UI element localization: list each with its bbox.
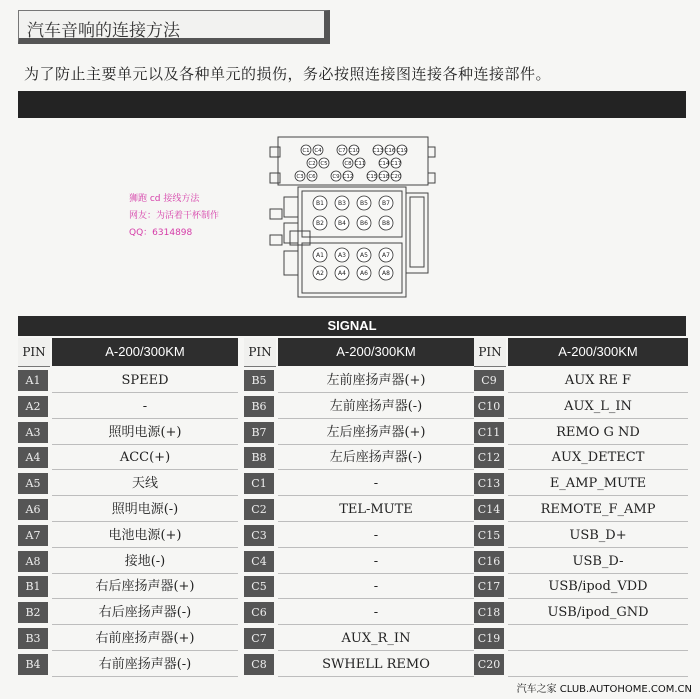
- connector-pin-label: C10: [348, 148, 360, 154]
- connector-pin-label: A4: [338, 270, 346, 277]
- pin-id-cell: B8: [244, 447, 274, 468]
- pin-column-header: PIN: [18, 338, 50, 367]
- pin-function-cell: -: [278, 523, 474, 548]
- watermark-line-3: QQ：6314898: [129, 228, 193, 238]
- model-column-header: A-200/300KM: [508, 338, 688, 366]
- pin-id-cell: C11: [474, 422, 504, 443]
- connector-pin-label: C5: [320, 161, 328, 167]
- pin-id-cell: C3: [244, 525, 274, 546]
- pin-function-cell: 右后座扬声器(+): [52, 574, 238, 599]
- pin-id-cell: C4: [244, 551, 274, 572]
- connector-pin-label: C13: [372, 148, 384, 154]
- b-pin-group: [313, 196, 393, 230]
- connector-pin-label: B1: [316, 200, 324, 207]
- pin-function-cell: 左前座扬声器(+): [278, 368, 474, 393]
- pin-function-cell: 照明电源(-): [52, 497, 238, 522]
- pin-id-cell: C13: [474, 473, 504, 494]
- connector-pin-label: C2: [308, 161, 316, 167]
- pin-column-header: PIN: [244, 338, 276, 367]
- pin-function-cell: 右前座扬声器(+): [52, 626, 238, 651]
- pin-function-cell: SWHELL REMO: [278, 652, 474, 677]
- pin-function-cell: 接地(-): [52, 549, 238, 574]
- pin-function-cell: USB_D+: [508, 523, 688, 548]
- pin-id-cell: C18: [474, 602, 504, 623]
- pin-id-cell: A8: [18, 551, 48, 572]
- pin-id-cell: A4: [18, 447, 48, 468]
- connector-pin-label: C19: [396, 148, 408, 154]
- pin-function-cell: 左前座扬声器(-): [278, 394, 474, 419]
- pin-function-cell: 左后座扬声器(+): [278, 420, 474, 445]
- pin-id-cell: A7: [18, 525, 48, 546]
- connector-pin-label: B8: [382, 220, 390, 227]
- pin-id-cell: A1: [18, 370, 48, 391]
- pin-id-cell: A3: [18, 422, 48, 443]
- pin-function-cell: TEL-MUTE: [278, 497, 474, 522]
- connector-pin-label: A2: [316, 270, 324, 277]
- pin-id-cell: B1: [18, 576, 48, 597]
- pin-function-cell: -: [278, 549, 474, 574]
- pin-column-header: PIN: [474, 338, 506, 367]
- pin-id-cell: C12: [474, 447, 504, 468]
- connector-pin-label: C1: [302, 148, 310, 154]
- footer-watermark: 汽车之家 CLUB.AUTOHOME.COM.CN: [516, 684, 692, 695]
- pin-id-cell: C20: [474, 654, 504, 675]
- pin-function-cell: 左后座扬声器(-): [278, 445, 474, 470]
- connector-pin-label: A1: [316, 252, 324, 259]
- connector-pin-label: B3: [338, 200, 346, 207]
- pin-id-cell: C9: [474, 370, 504, 391]
- connector-pin-label: C12: [342, 174, 354, 180]
- pin-function-cell: -: [278, 600, 474, 625]
- pin-id-cell: C16: [474, 551, 504, 572]
- connector-pin-label: C4: [314, 148, 322, 154]
- pin-function-cell: SPEED: [52, 368, 238, 393]
- pin-id-cell: B4: [18, 654, 48, 675]
- pin-function-cell: REMO G ND: [508, 420, 688, 445]
- connector-pin-label: C15: [366, 174, 378, 180]
- connector-pin-label: C6: [308, 174, 316, 180]
- pin-function-cell: E_AMP_MUTE: [508, 471, 688, 496]
- connector-pin-label: C8: [344, 161, 352, 167]
- page-title: 汽车音响的连接方法: [27, 21, 180, 41]
- connector-pin-label: C20: [390, 174, 402, 180]
- pin-id-cell: B3: [18, 628, 48, 649]
- connector-pin-label: A6: [360, 270, 368, 277]
- pin-id-cell: C15: [474, 525, 504, 546]
- pin-function-cell: [508, 652, 688, 677]
- connector-pin-label: C14: [378, 161, 390, 167]
- pin-id-cell: B7: [244, 422, 274, 443]
- pin-function-cell: REMOTE_F_AMP: [508, 497, 688, 522]
- connector-pin-label: C3: [296, 174, 304, 180]
- connector-pin-label: C11: [354, 161, 366, 167]
- pin-id-cell: C8: [244, 654, 274, 675]
- c-pin-group: [295, 145, 408, 181]
- pin-id-cell: C7: [244, 628, 274, 649]
- model-column-header: A-200/300KM: [278, 338, 474, 366]
- connector-pin-label: B2: [316, 220, 324, 227]
- title-box: [18, 10, 330, 44]
- pin-function-cell: 照明电源(+): [52, 420, 238, 445]
- connector-pin-label: C16: [384, 148, 396, 154]
- pin-function-cell: [508, 626, 688, 651]
- pin-function-cell: ACC(+): [52, 445, 238, 470]
- connector-pin-label: B5: [360, 200, 368, 207]
- pin-id-cell: C19: [474, 628, 504, 649]
- connector-pin-label: C9: [332, 174, 340, 180]
- pin-function-cell: -: [52, 394, 238, 419]
- watermark-line-2: 网友：为活着干杯制作: [129, 211, 220, 221]
- pin-id-cell: A2: [18, 396, 48, 417]
- connector-pin-label: A8: [382, 270, 390, 277]
- pin-id-cell: A6: [18, 499, 48, 520]
- connector-pin-label: C7: [338, 148, 346, 154]
- pin-function-cell: AUX_DETECT: [508, 445, 688, 470]
- pin-id-cell: C17: [474, 576, 504, 597]
- pin-id-cell: B5: [244, 370, 274, 391]
- connector-pin-label: B7: [382, 200, 390, 207]
- watermark-line-1: 狮跑 cd 接线方法: [129, 194, 200, 204]
- pin-function-cell: USB/ipod_VDD: [508, 574, 688, 599]
- a-pin-group: [313, 248, 393, 280]
- pin-id-cell: C10: [474, 396, 504, 417]
- pin-id-cell: C5: [244, 576, 274, 597]
- connector-pin-label: B6: [360, 220, 368, 227]
- signal-header: SIGNAL: [18, 316, 686, 336]
- connector-pin-label: A7: [382, 252, 390, 259]
- connector-pin-label: C18: [378, 174, 390, 180]
- page-subtitle: 为了防止主要单元以及各种单元的损伤，务必按照连接图连接各种连接部件。: [24, 65, 552, 83]
- pin-function-cell: AUX RE F: [508, 368, 688, 393]
- pin-function-cell: USB/ipod_GND: [508, 600, 688, 625]
- pin-function-cell: 电池电源(+): [52, 523, 238, 548]
- pin-id-cell: B2: [18, 602, 48, 623]
- pin-id-cell: C2: [244, 499, 274, 520]
- pin-function-cell: -: [278, 471, 474, 496]
- pin-function-cell: AUX_R_IN: [278, 626, 474, 651]
- pin-id-cell: C14: [474, 499, 504, 520]
- connector-pin-label: C17: [390, 161, 402, 167]
- pin-id-cell: C1: [244, 473, 274, 494]
- connector-diagram: [268, 135, 436, 301]
- pin-function-cell: USB_D-: [508, 549, 688, 574]
- pin-function-cell: -: [278, 574, 474, 599]
- model-column-header: A-200/300KM: [52, 338, 238, 366]
- pin-function-cell: 天线: [52, 471, 238, 496]
- connector-pin-label: A3: [338, 252, 346, 259]
- pin-function-cell: 右前座扬声器(-): [52, 652, 238, 677]
- connector-pin-label: A5: [360, 252, 368, 259]
- pin-function-cell: 右后座扬声器(-): [52, 600, 238, 625]
- pin-id-cell: A5: [18, 473, 48, 494]
- header-band: [18, 91, 686, 118]
- connector-pin-label: B4: [338, 220, 346, 227]
- pin-id-cell: B6: [244, 396, 274, 417]
- pin-id-cell: C6: [244, 602, 274, 623]
- pin-function-cell: AUX_L_IN: [508, 394, 688, 419]
